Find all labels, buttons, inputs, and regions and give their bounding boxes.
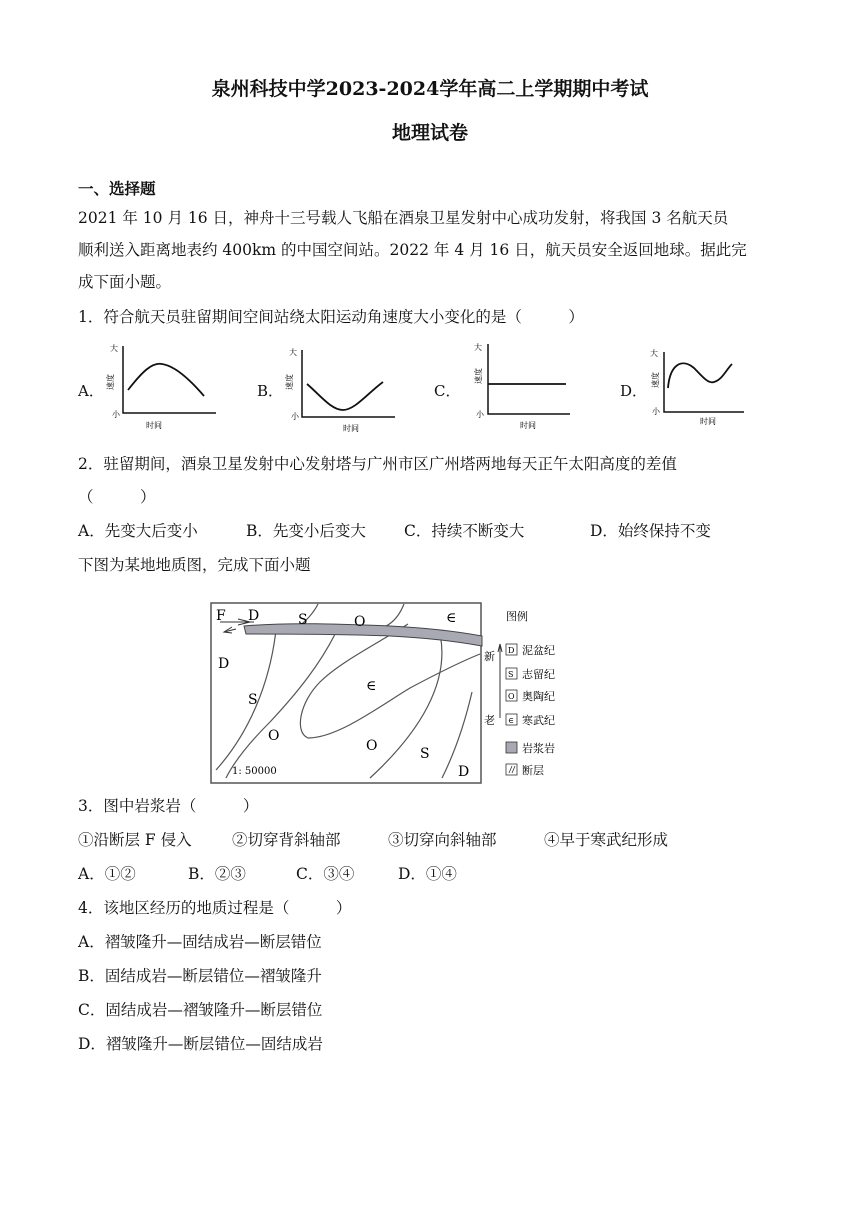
q1-option-c-label[interactable]: C．: [434, 382, 461, 400]
stratum-label-o: O: [268, 728, 280, 744]
q3-statement-4: ④早于寒武纪形成: [544, 831, 669, 849]
stratum-label-d: D: [218, 656, 230, 672]
q2-option-d[interactable]: D．始终保持不变: [590, 522, 711, 540]
q1-graph-c[interactable]: [470, 338, 600, 430]
legend-symbol: O: [508, 692, 515, 701]
stratum-label-o: O: [354, 614, 366, 630]
q3-statements: [78, 828, 778, 850]
q3-option-a[interactable]: A．①②: [78, 865, 136, 883]
legend-item-devonian: 泥盆纪: [522, 644, 555, 657]
q1-graph-d[interactable]: [646, 344, 776, 436]
legend-item-ordovician: 奥陶纪: [522, 690, 555, 703]
legend-item-magma: 岩浆岩: [522, 742, 555, 755]
curve-hump-valley: [668, 363, 732, 388]
q4-stem: 4．该地区经历的地质过程是（ ）: [78, 899, 352, 917]
y-bottom-label: 小: [652, 407, 660, 416]
legend-old-label: 老: [484, 714, 495, 727]
y-top-label: 大: [110, 344, 118, 353]
q1-option-d-label[interactable]: D．: [620, 382, 648, 400]
y-top-label: 大: [474, 343, 482, 352]
y-axis-label: 速度: [106, 374, 115, 390]
y-top-label: 大: [650, 349, 658, 358]
q3-options: [78, 862, 578, 884]
intro-line-3: 成下面小题。: [78, 273, 172, 291]
q4-option-d[interactable]: D．褶皱隆升—断层错位—固结成岩: [78, 1035, 323, 1053]
fault-f-label: F: [216, 608, 226, 624]
legend-box-fault: [506, 764, 517, 775]
fault-symbol-icon: [509, 766, 515, 773]
q1-option-b-label[interactable]: B．: [257, 382, 284, 400]
x-axis-label: 时间: [343, 424, 359, 433]
axes: [488, 344, 570, 414]
stratum-label-d: D: [458, 764, 470, 780]
y-axis-label: 速度: [285, 374, 294, 390]
legend-item-fault: 断层: [522, 764, 544, 777]
legend-symbol: ∈: [508, 716, 514, 725]
page-subtitle: 地理试卷: [391, 122, 468, 144]
legend-symbol: S: [508, 670, 514, 679]
legend-item-silurian: 志留纪: [522, 668, 555, 681]
legend-item-cambrian: 寒武纪: [522, 714, 555, 727]
q2-option-c[interactable]: C．持续不断变大: [404, 522, 525, 540]
stratum-label-d: D: [248, 608, 260, 624]
q2-paren: （ ）: [78, 488, 156, 506]
page-title: 泉州科技中学2023-2024学年高二上学期期中考试: [211, 78, 649, 100]
y-bottom-label: 小: [291, 412, 299, 421]
legend-swatch-magma: [506, 742, 517, 753]
x-axis-label: 时间: [520, 421, 536, 430]
y-axis-label: 速度: [651, 372, 660, 388]
legend-new-label: 新: [484, 650, 495, 663]
q2-options: [78, 519, 778, 541]
stratum-label-s: S: [248, 692, 258, 708]
y-top-label: 大: [289, 348, 297, 357]
legend-title: 图例: [506, 610, 528, 623]
q3-stem: 3．图中岩浆岩（ ）: [78, 797, 259, 815]
legend-symbol: D: [508, 646, 515, 655]
q2-stem: 2．驻留期间，酒泉卫星发射中心发射塔与广州市区广州塔两地每天正午太阳高度的差值: [78, 455, 677, 473]
curve-valley: [307, 382, 383, 410]
stratum-label-cambrian: ∈: [446, 610, 457, 626]
y-bottom-label: 小: [112, 410, 120, 419]
q2-option-a[interactable]: A．先变大后变小: [78, 522, 198, 540]
q4-option-c[interactable]: C．固结成岩—褶皱隆升—断层错位: [78, 1001, 323, 1019]
curve-hump: [128, 364, 204, 396]
y-axis-label: 速度: [474, 368, 483, 384]
x-axis-label: 时间: [146, 421, 162, 430]
stratum-label-s: S: [420, 746, 430, 762]
q3-statement-1: ①沿断层 F 侵入: [78, 831, 192, 849]
axes: [664, 352, 744, 412]
section-heading: 一、选择题: [78, 179, 156, 198]
intro-line-1: 2021 年 10 月 16 日，神舟十三号载人飞船在酒泉卫星发射中心成功发射，将我国 3 名航天员: [78, 209, 729, 227]
q1-option-a-label[interactable]: A．: [78, 382, 104, 400]
x-axis-label: 时间: [700, 417, 716, 426]
intro-line-2: 顺利送入距离地表约 400km 的中国空间站。2022 年 4 月 16 日，航天员安全返回地球。据此完: [78, 241, 747, 259]
stratum-label-s: S: [298, 612, 308, 628]
map-scale: 1: 50000: [232, 766, 277, 777]
q3-option-b[interactable]: B．②③: [188, 865, 246, 883]
geologic-map: [210, 602, 590, 790]
stratum-label-o: O: [366, 738, 378, 754]
stratum-label-cambrian: ∈: [366, 678, 377, 694]
q1-stem: 1．符合航天员驻留期间空间站绕太阳运动角速度大小变化的是（ ）: [78, 308, 584, 326]
q2-option-b[interactable]: B．先变小后变大: [246, 522, 366, 540]
boundary-line: [226, 628, 338, 778]
q3-statement-2: ②切穿背斜轴部: [232, 831, 341, 849]
q1-graph-a[interactable]: [104, 342, 234, 434]
map-intro: 下图为某地地质图，完成下面小题: [78, 556, 311, 574]
boundary-line: [386, 604, 404, 626]
q3-option-d[interactable]: D．①④: [398, 865, 457, 883]
q4-option-a[interactable]: A．褶皱隆升—固结成岩—断层错位: [78, 933, 322, 951]
y-bottom-label: 小: [476, 410, 484, 419]
q3-option-c[interactable]: C．③④: [296, 865, 355, 883]
q3-statement-3: ③切穿向斜轴部: [388, 831, 497, 849]
q1-graph-b[interactable]: [283, 342, 413, 434]
q4-option-b[interactable]: B．固结成岩—断层错位—褶皱隆升: [78, 967, 322, 985]
